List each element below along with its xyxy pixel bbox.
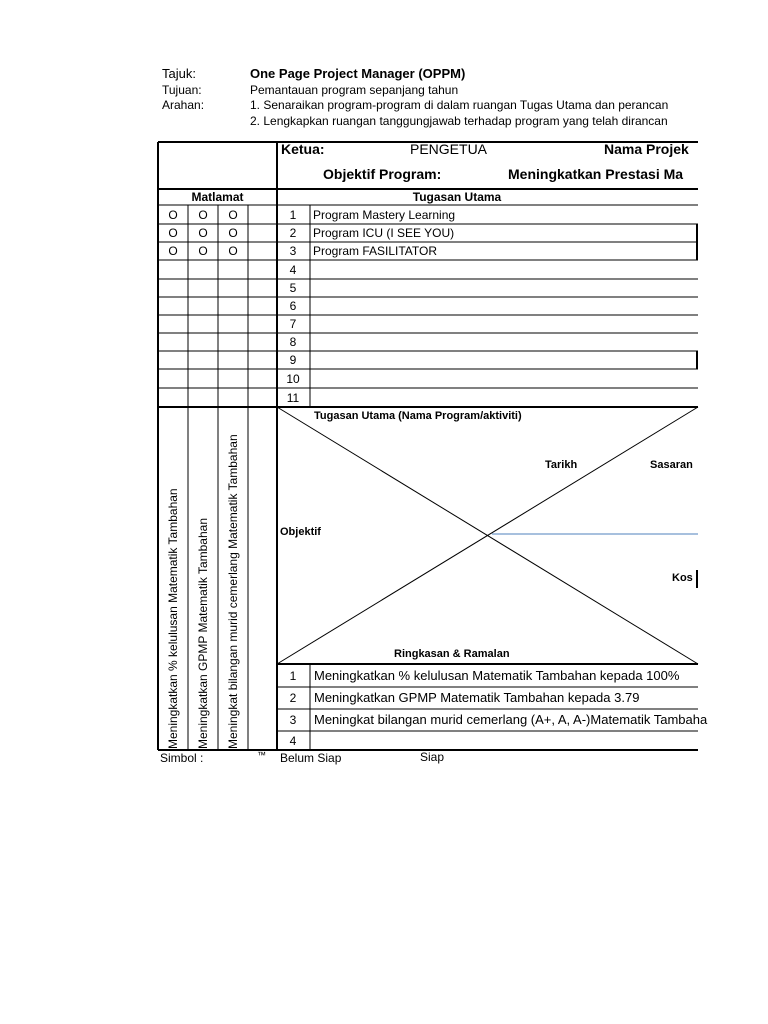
objective-number: 2 [289,691,297,705]
diagram-top-label: Tugasan Utama (Nama Program/aktiviti) [314,410,522,422]
task-number: 1 [289,208,297,222]
nama-projek-label: Nama Projek [604,141,689,157]
arahan-line-2: 2. Lengkapkan ruangan tanggungjawab terhadap program yang telah dirancan [250,114,668,128]
task-number: 6 [289,299,297,313]
tm-symbol: ™ [257,750,266,760]
objective-number: 4 [289,734,297,748]
vertical-objective-label: Meningkatkan % kelulusan Matematik Tambahan [166,488,180,749]
task-number: 10 [286,372,300,386]
vertical-objective-label: Meningkat bilangan murid cemerlang Matematik Tambahan [226,434,240,749]
task-number: 5 [289,281,297,295]
ketua-value: PENGETUA [410,141,488,157]
diagram-sasaran-label: Sasaran [650,459,693,471]
tujuan-label: Tujuan: [162,83,202,97]
task-number: 8 [289,335,297,349]
task-number: 11 [286,391,300,405]
task-number: 3 [289,244,297,258]
objective-number: 1 [289,669,297,683]
simbol-label: Simbol : [160,751,204,765]
task-mark: O [168,226,178,240]
diagram-objektif-label: Objektif [280,526,321,538]
task-mark: O [228,208,238,222]
task-mark: O [168,244,178,258]
arahan-line-1: 1. Senaraikan program-program di dalam ruangan Tugas Utama dan perancan [250,98,669,112]
task-number: 4 [289,263,297,277]
task-number: 9 [289,353,297,367]
tajuk-value: One Page Project Manager (OPPM) [250,66,466,81]
objective-text: Meningkatkan % kelulusan Matematik Tambahan kepada 100% [314,668,680,683]
task-mark: O [168,208,178,222]
diagram-tarikh-label: Tarikh [545,459,578,471]
objective-number: 3 [289,713,297,727]
objektif-program-label: Objektif Program: [323,166,442,182]
tujuan-value: Pemantauan program sepanjang tahun [250,83,459,97]
vertical-objective-label: Meningkatkan GPMP Matematik Tambahan [196,517,210,749]
task-name: Program Mastery Learning [313,208,456,222]
objective-text: Meningkat bilangan murid cemerlang (A+, A, A-)Matematik Tambaha [314,712,708,727]
task-mark: O [198,244,208,258]
diagram-bottom-label: Ringkasan & Ramalan [394,648,510,660]
task-mark: O [198,208,208,222]
objektif-program-value: Meningkatkan Prestasi Ma [508,166,684,182]
ketua-label: Ketua: [281,141,325,157]
arahan-label: Arahan: [162,98,205,112]
task-number: 7 [289,317,297,331]
tugasan-utama-header: Tugasan Utama [412,190,502,204]
task-number: 2 [289,226,297,240]
task-name: Program ICU (I SEE YOU) [313,226,455,240]
task-name: Program FASILITATOR [313,244,438,258]
task-mark: O [228,244,238,258]
diagram-kos-label: Kos [672,572,693,584]
task-mark: O [198,226,208,240]
belum-siap-label: Belum Siap [280,751,342,765]
task-mark: O [228,226,238,240]
matlamat-header: Matlamat [191,190,244,204]
siap-label: Siap [420,750,445,764]
objective-text: Meningkatkan GPMP Matematik Tambahan kepada 3.79 [314,690,640,705]
tajuk-label: Tajuk: [162,66,196,81]
